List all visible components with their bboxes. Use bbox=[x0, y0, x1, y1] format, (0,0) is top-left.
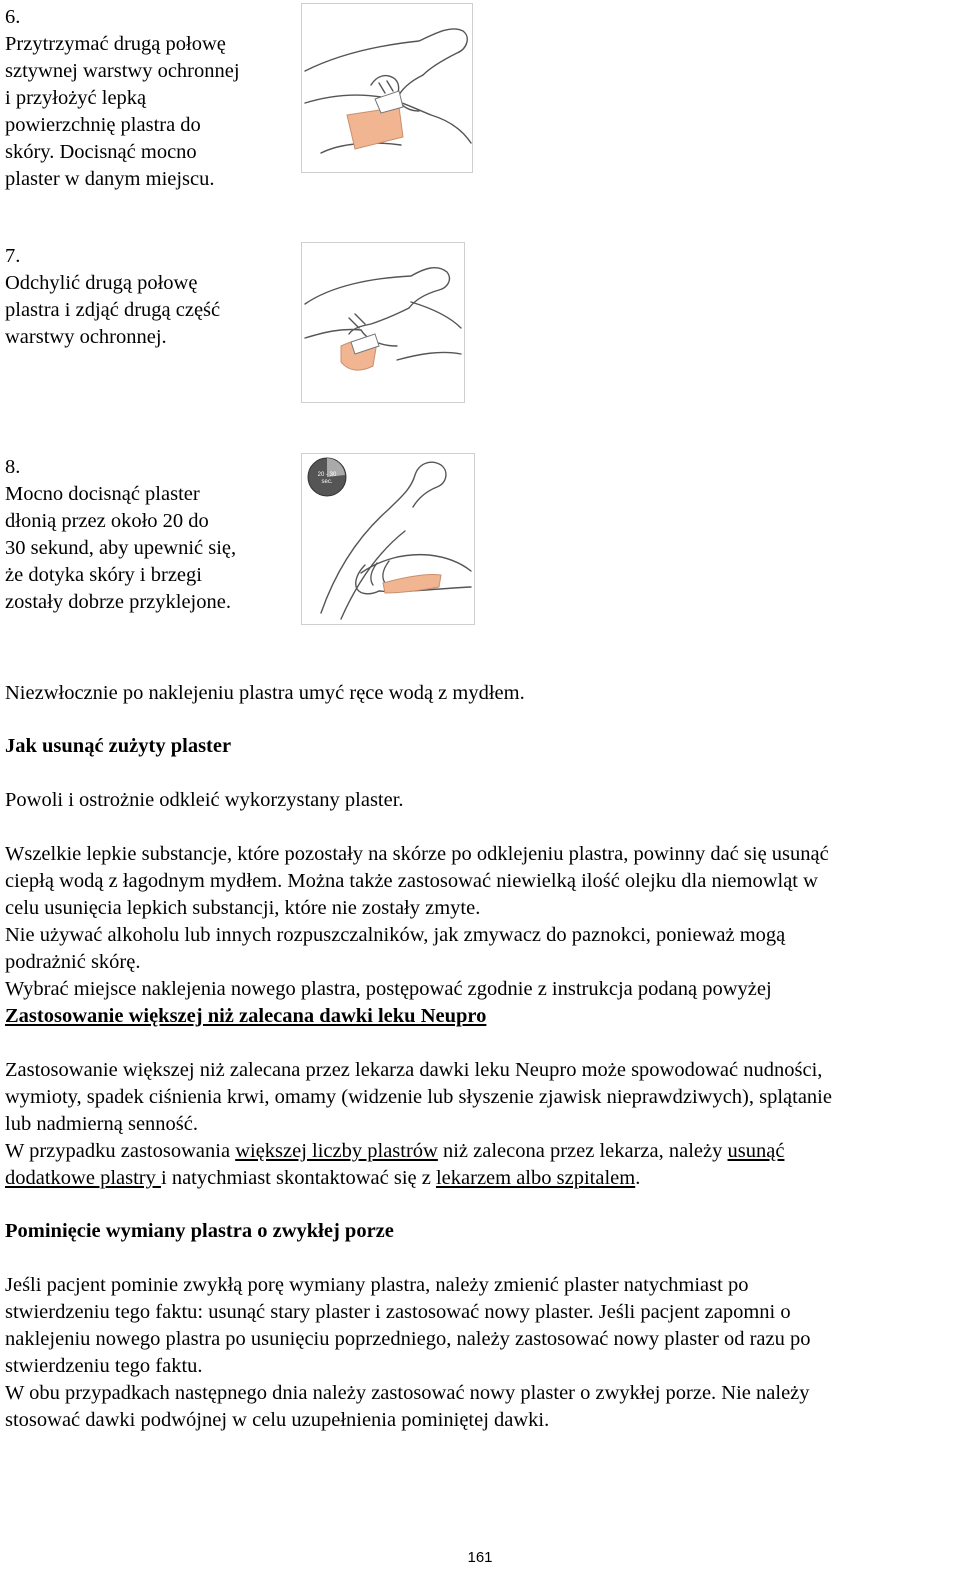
wash-note-text: Niezwłocznie po naklejeniu plastra umyć ręce wodą z mydłem. bbox=[5, 682, 525, 704]
paragraph-line: celu usunięcia lepkich substancji, które nie zostały zmyte. bbox=[5, 897, 481, 919]
timer-label: 20 - 30 bbox=[317, 472, 337, 478]
removal-paragraph-1 bbox=[5, 787, 953, 814]
step-text-line: skóry. Docisnąć mocno bbox=[5, 141, 197, 163]
paragraph-line bbox=[5, 1165, 953, 1192]
text-run: W przypadku zastosowania bbox=[5, 1140, 236, 1162]
timer-icon bbox=[308, 458, 346, 496]
step-text-line: Przytrzymać drugą połowę bbox=[5, 33, 226, 55]
paragraph-line: Wybrać miejsce naklejenia nowego plastra, postępować zgodnie z instrukcja podaną powyżej bbox=[5, 978, 772, 1000]
underlined-text: dodatkowe plastry bbox=[5, 1167, 161, 1189]
underlined-text: lekarzem albo szpitalem bbox=[435, 1167, 636, 1189]
paragraph-line: Jeśli pacjent pominie zwykłą porę wymiany plastra, należy zmienić plaster natychmiast po bbox=[5, 1274, 749, 1296]
illustration-remove-second-liner bbox=[301, 242, 465, 403]
step-text-line: i przyłożyć lepką bbox=[5, 87, 147, 109]
underlined-text: większej liczby plastrów bbox=[235, 1140, 438, 1162]
paragraph-line: Nie używać alkoholu lub innych rozpuszczalników, jak zmywacz do paznokci, ponieważ mogą bbox=[5, 924, 786, 946]
paragraph-line: naklejeniu nowego plastra po usunięciu poprzedniego, należy zastosować nowy plaster od razu po bbox=[5, 1328, 811, 1350]
step-text-line: warstwy ochronnej. bbox=[5, 326, 167, 348]
overdose-heading: Zastosowanie większej niż zalecana dawki leku Neupro bbox=[5, 1005, 487, 1027]
paragraph-line: ciepłą wodą z łagodnym mydłem. Można także zastosować niewielką ilość olejku dla niemowląt w bbox=[5, 870, 818, 892]
removal-heading: Jak usunąć zużyty plaster bbox=[5, 735, 232, 757]
paragraph-line: stwierdzeniu tego faktu. bbox=[5, 1355, 203, 1377]
step-number: 8. bbox=[5, 456, 21, 478]
step-text-line: 30 sekund, aby upewnić się, bbox=[5, 537, 237, 559]
paragraph-line: stwierdzeniu tego faktu: usunąć stary plaster i zastosować nowy plaster. Jeśli pacjent zapomni o bbox=[5, 1301, 791, 1323]
removal-section bbox=[5, 733, 953, 760]
removal-paragraph-2 bbox=[5, 841, 953, 1030]
step-text-line: sztywnej warstwy ochronnej bbox=[5, 60, 240, 82]
step-text-line: Odchylić drugą połowę bbox=[5, 272, 198, 294]
paragraph-line: Wszelkie lepkie substancje, które pozostały na skórze po odklejeniu plastra, powinny dać się usunąć bbox=[5, 843, 829, 865]
step-text-line: zostały dobrze przyklejone. bbox=[5, 591, 231, 613]
paragraph-line: lub nadmierną senność. bbox=[5, 1113, 198, 1135]
illustration-press-patch bbox=[301, 453, 475, 625]
paragraph-line: Powoli i ostrożnie odkleić wykorzystany plaster. bbox=[5, 789, 404, 811]
step-6 bbox=[5, 4, 290, 193]
overdose-section bbox=[5, 1057, 953, 1192]
step-text-line: plastra i zdjąć drugą część bbox=[5, 299, 221, 321]
paragraph-line: W obu przypadkach następnego dnia należy zastosować nowy plaster o zwykłej porze. Nie należy bbox=[5, 1382, 810, 1404]
missed-section bbox=[5, 1218, 953, 1245]
step-number: 6. bbox=[5, 6, 21, 28]
text-run: . bbox=[635, 1167, 641, 1189]
wash-note bbox=[5, 680, 953, 707]
paragraph-line: stosować dawki podwójnej w celu uzupełnienia pominiętej dawki. bbox=[5, 1409, 550, 1431]
paragraph-line bbox=[5, 1138, 953, 1165]
step-text-line: Mocno docisnąć plaster bbox=[5, 483, 200, 505]
timer-unit: sec. bbox=[321, 479, 333, 485]
step-text-line: że dotyka skóry i brzegi bbox=[5, 564, 202, 586]
page-number: 161 bbox=[467, 1549, 493, 1566]
step-number: 7. bbox=[5, 245, 21, 267]
step-text-line: plaster w danym miejscu. bbox=[5, 168, 215, 190]
missed-paragraph bbox=[5, 1272, 953, 1434]
paragraph-line: podrażnić skórę. bbox=[5, 951, 141, 973]
step-text-line: dłonią przez około 20 do bbox=[5, 510, 209, 532]
paragraph-line: wymioty, spadek ciśnienia krwi, omamy (widzenie lub słyszenie zjawisk nieprawdziwych), splątanie bbox=[5, 1086, 832, 1108]
step-text-line: powierzchnię plastra do bbox=[5, 114, 201, 136]
step-8 bbox=[5, 454, 290, 616]
step-7 bbox=[5, 243, 290, 351]
illustration-apply-patch bbox=[301, 3, 473, 173]
paragraph-line: Zastosowanie większej niż zalecana przez lekarza dawki leku Neupro może spowodować nudności, bbox=[5, 1059, 823, 1081]
missed-heading: Pominięcie wymiany plastra o zwykłej porze bbox=[5, 1220, 394, 1242]
text-run: niż zalecona przez lekarza, należy bbox=[437, 1140, 728, 1162]
text-run: i natychmiast skontaktować się z bbox=[161, 1167, 436, 1189]
underlined-text: usunąć bbox=[727, 1140, 785, 1162]
